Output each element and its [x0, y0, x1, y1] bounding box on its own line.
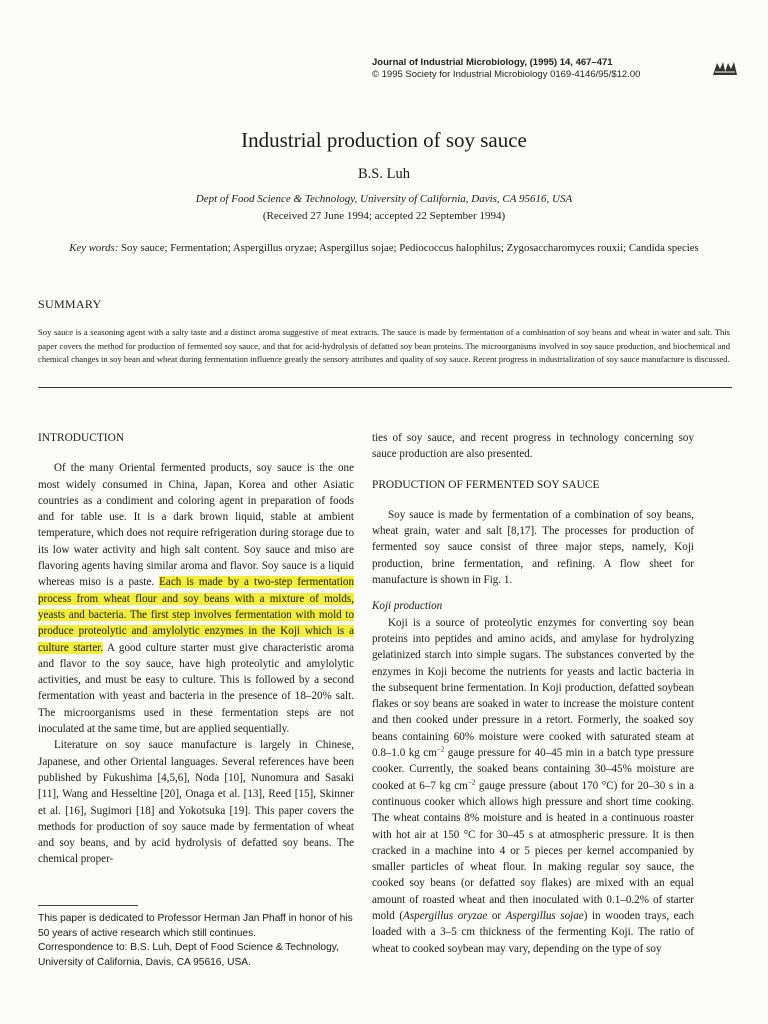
koji-superscript-1: −2: [436, 745, 445, 754]
koji-text-b: gauge pressure for 40–45 min in a batch type pressure cooker. Currently, the soaked beans containing 30–45% moisture are cooked at 6–7 kg cm: [372, 747, 694, 792]
footnote: [38, 912, 354, 970]
article-title: Industrial production of soy sauce: [241, 128, 527, 152]
summary-body: Soy sauce is a seasoning agent with a salty taste and a distinct aroma suggestive of meat extracts. The sauce is made by fermentation of a combination of soy beans and wheat in water and salt. This paper covers the method for production of fermented soy sauce, and that for acid-hydrolysis of defatted soy bean proteins. The microorganisms involved in soy sauce production, and biochemical and chemical changes in soy bean and wheat during fermentation influence greatly the sensory attributes and quality of soy sauce. Recent progress in industrialization of soy sauce manufacture is discussed.: [38, 327, 730, 365]
koji-production-heading: Koji production: [372, 600, 443, 613]
production-heading: PRODUCTION OF FERMENTED SOY SAUCE: [372, 478, 600, 491]
left-column: [38, 430, 354, 868]
species-name-1: Aspergillus oryzae: [403, 910, 488, 923]
copyright-line: © 1995 Society for Industrial Microbiology 0169-4146/95/$12.00: [372, 69, 641, 80]
footnote-divider: [38, 905, 138, 906]
summary-divider: [38, 387, 732, 388]
intro-text-a: Of the many Oriental fermented products, soy sauce is the one most widely consumed in China, Japan, Korea and other Asiatic countries as a condiment and coloring agent in preparation of foods and for table use. It is a dark brown liquid, stable at ambient temperature, which does not require refrigeration during storage due to its low water activity and high salt content. Soy sauce and miso are flavoring agents having similar aroma and flavor. Soy sauce is a liquid whereas miso is a paste.: [38, 462, 354, 589]
keywords-text: Soy sauce; Fermentation; Aspergillus oryzae; Aspergillus sojae; Pediococcus halophilus; Zygosaccharomyces rouxii; Candida species: [121, 242, 699, 254]
species-name-2: Aspergillus sojae: [505, 910, 584, 923]
received-dates: (Received 27 June 1994; accepted 22 September 1994): [262, 210, 506, 222]
publisher-logo-icon: [712, 60, 738, 76]
author-name: B.S. Luh: [358, 166, 410, 182]
koji-text-a: Koji is a source of proteolytic enzymes for converting soy bean proteins into peptides and amino acids, and amylase for hydrolyzing gelatinized starch into simple sugars. The substances converted by the enzymes in Koji become the nutrients for yeasts and lactic bacteria in the subsequent brine fermentation. In Koji production, defatted soybean flakes or soy beans are soaked in water to increase the moisture content and then cooked under pressure in a retort. Formerly, the soaked soy beans containing 60% moisture were cooked with saturated steam at 0.8–1.0 kg cm: [372, 616, 694, 760]
koji-paragraph: [372, 615, 694, 957]
introduction-paragraph-1: [38, 460, 354, 737]
koji-superscript-2: −2: [467, 777, 476, 786]
right-column: [372, 430, 694, 957]
introduction-paragraph-2: Literature on soy sauce manufacture is largely in Chinese, Japanese, and other Oriental languages. Several references have been published by Fukushima [4,5,6], Noda [10], Nunomura and Sasaki [11], Wang and Hesseltine [20], Onaga et al. [13], Reed [15], Skinner et al. [16], Sugimori [18] and Yokotsuka [19]. This paper covers the methods for production of soy sauce made by fermentation of wheat and soy beans, and by acid hydrolysis of defatted soy beans. The chemical proper-: [38, 739, 354, 866]
footnote-dedication: This paper is dedicated to Professor Herman Jan Phaff in honor of his 50 years of active research which still continues.: [38, 913, 353, 939]
keywords-label: Key words:: [69, 242, 119, 254]
author-affiliation: Dept of Food Science & Technology, University of California, Davis, CA 95616, USA: [195, 193, 573, 205]
introduction-heading: INTRODUCTION: [38, 432, 125, 444]
intro-text-b: A good culture starter must give characteristic aroma and flavor to the soy sauce, have high proteolytic and amylolytic activities, and must be easy to culture. This is followed by a second fermentation with yeast and bacteria in the presence of 18–20% salt. The microorganisms used in these fermentation steps are not inoculated at the same time, but are applied sequentially.: [38, 641, 355, 736]
journal-citation: Journal of Industrial Microbiology, (1995) 14, 467–471: [372, 57, 613, 68]
production-paragraph-1: Soy sauce is made by fermentation of a combination of soy beans, wheat grain, water and salt [8,17]. The processes for production of fermented soy sauce consist of three major steps, namely, Koji production, brine fermentation, and refining. A flow sheet for manufacture is shown in Fig. 1.: [372, 508, 694, 587]
keywords: [60, 240, 708, 256]
journal-header: [372, 57, 640, 81]
introduction-paragraph-2-continued: ties of soy sauce, and recent progress in technology concerning soy sauce production are also presented.: [372, 432, 694, 461]
koji-text-d: or: [487, 910, 506, 923]
summary-heading: SUMMARY: [38, 297, 102, 311]
koji-text-e: ) in wooden trays, each loaded with a 3–5 cm thickness of the fermenting Koji. The ratio of wheat to cooked soybean may vary, depending on the type of soy: [372, 910, 694, 955]
highlighted-text: Each is made by a two-step fermentation process from wheat flour and soy beans with a mixture of molds, yeasts and bacteria. The first step involves fermentation with mold to produce proteolytic and amylolytic enzymes in the Koji which is a culture starter.: [38, 576, 354, 654]
koji-text-c: gauge pressure (about 170 °C) for 20–30 s in a continuous cooker which allows high pressure and short time cooking. The wheat contains 8% moisture and is heated in a continuous roaster with hot air at 150 °C for 30–45 s at atmospheric pressure. It is then cracked in a machine into 4 or 5 pieces per kernel accompanied by smaller particles of wheat flour. In making regular soy sauce, the cooked soy beans (or defatted soy flakes) are mixed with an equal amount of roasted wheat and then inoculated with 0.1–0.2% of starter mold (: [372, 779, 694, 923]
footnote-correspondence: Correspondence to: B.S. Luh, Dept of Food Science & Technology, University of California, Davis, CA 95616, USA.: [38, 942, 339, 968]
